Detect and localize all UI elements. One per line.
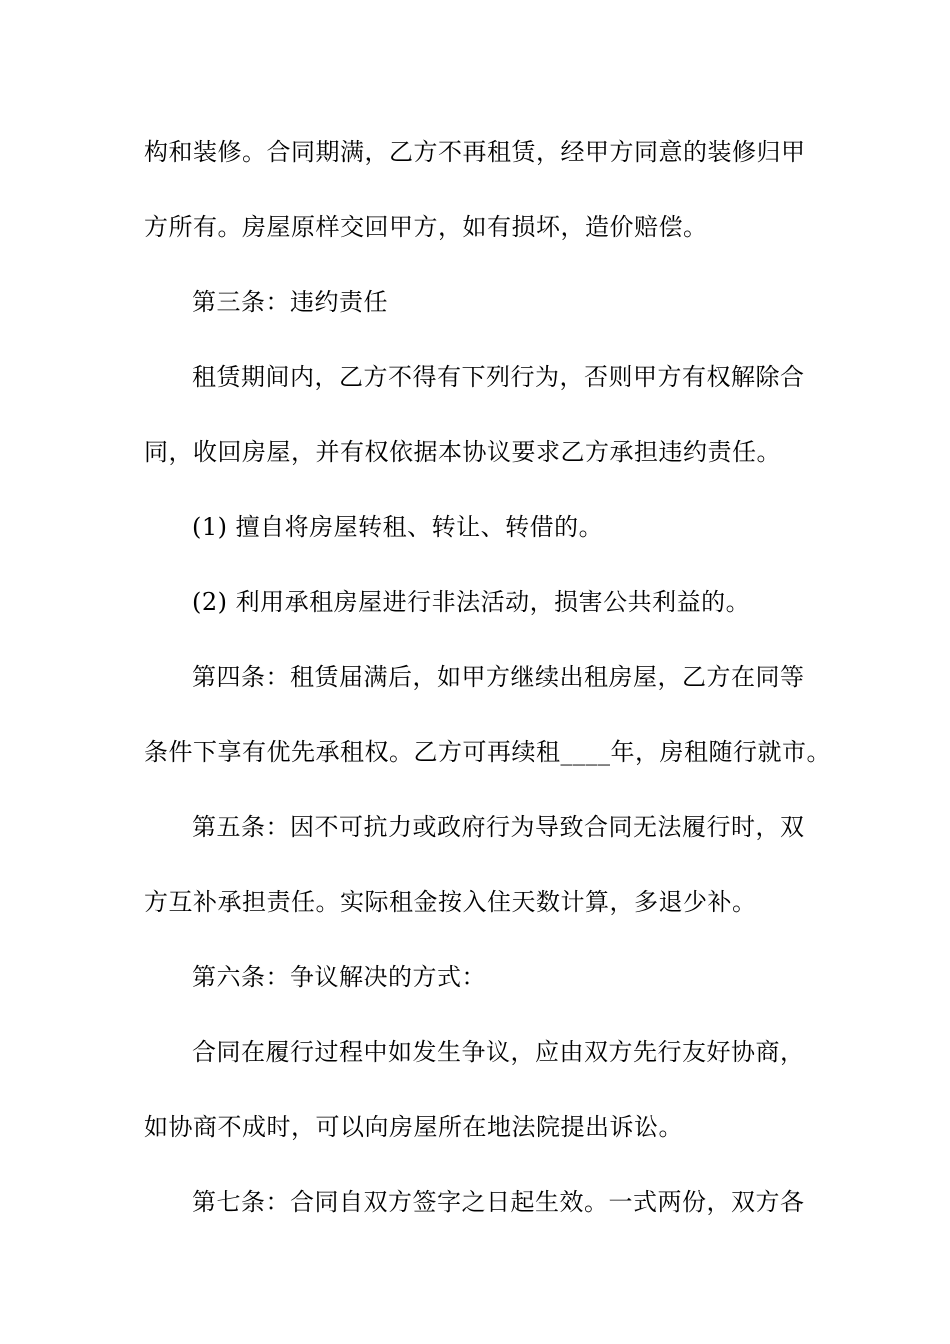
text-line: 构和装修。合同期满，乙方不再租赁，经甲方同意的装修归甲 [144, 138, 806, 166]
text-line: 第五条：因不可抗力或政府行为导致合同无法履行时，双 [192, 813, 805, 841]
list-item: (1) 擅自将房屋转租、转让、转借的。 [192, 513, 604, 541]
text-line: 方互补承担责任。实际租金按入住天数计算，多退少补。 [144, 888, 757, 916]
section-heading: 第六条：争议解决的方式： [192, 963, 486, 991]
text-line: 条件下享有优先承租权。乙方可再续租____年，房租随行就市。 [144, 738, 831, 766]
text-line: 第七条：合同自双方签字之日起生效。一式两份，双方各 [192, 1188, 805, 1216]
text-line: 同，收回房屋，并有权依据本协议要求乙方承担违约责任。 [144, 438, 781, 466]
text-line: 方所有。房屋原样交回甲方，如有损坏，造价赔偿。 [144, 213, 708, 241]
text-line: 第四条：租赁届满后，如甲方继续出租房屋，乙方在同等 [192, 663, 805, 691]
list-item: (2) 利用承租房屋进行非法活动，损害公共利益的。 [192, 588, 751, 616]
text-line: 合同在履行过程中如发生争议，应由双方先行友好协商， [192, 1038, 805, 1066]
section-heading: 第三条：违约责任 [192, 288, 388, 316]
text-line: 如协商不成时，可以向房屋所在地法院提出诉讼。 [144, 1113, 683, 1141]
text-line: 租赁期间内，乙方不得有下列行为，否则甲方有权解除合 [192, 363, 805, 391]
